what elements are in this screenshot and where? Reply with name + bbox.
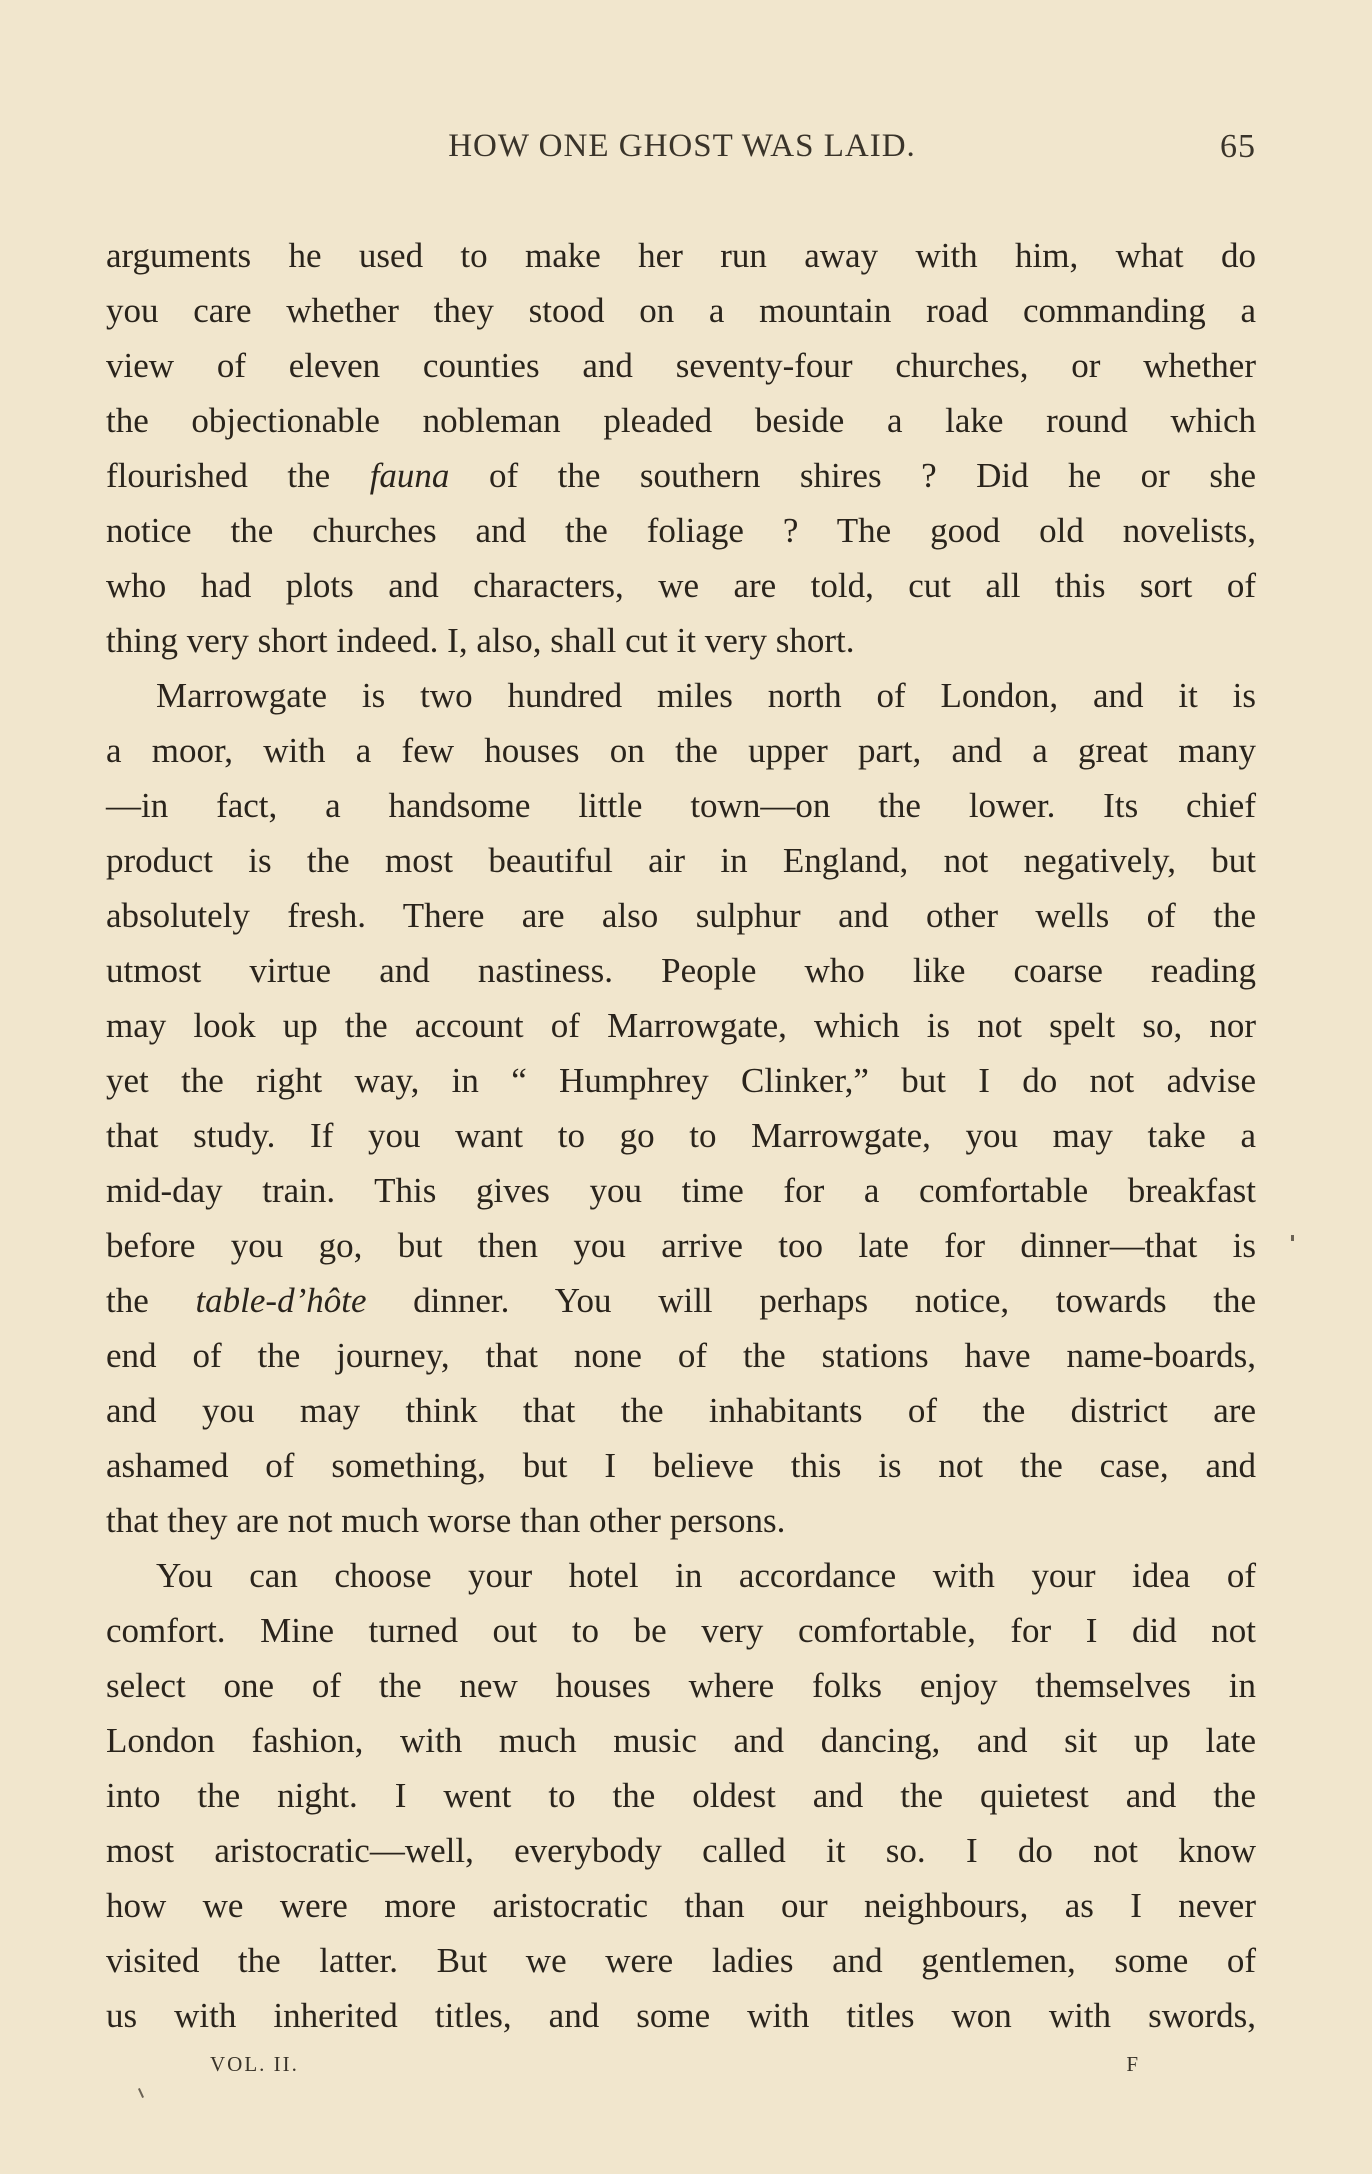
- text-line: that study. If you want to go to Marrowgate, you may take a: [106, 1116, 1256, 1155]
- text-line: utmost virtue and nastiness. People who like coarse reading: [106, 951, 1256, 990]
- italic-phrase: table-d’hôte: [195, 1281, 367, 1320]
- text-line: —in fact, a handsome little town—on the lower. Its chief: [106, 786, 1256, 825]
- text-line: arguments he used to make her run away with him, what do: [106, 236, 1256, 275]
- text-line: mid-day train. This gives you time for a comfortable breakfast: [106, 1171, 1256, 1210]
- text-line: and you may think that the inhabitants of the district are: [106, 1391, 1256, 1430]
- text-line: product is the most beautiful air in England, not negatively, but: [106, 841, 1256, 880]
- running-title: HOW ONE GHOST WAS LAID.: [448, 128, 916, 164]
- page-footer: [210, 2052, 1140, 2082]
- text-line: that they are not much worse than other persons.: [106, 1501, 786, 1540]
- text-line: view of eleven counties and seventy-four churches, or whether: [106, 346, 1256, 385]
- body-text: [106, 228, 1256, 2043]
- text-line: who had plots and characters, we are told, cut all this sort of: [106, 566, 1256, 605]
- text-line: the table-d’hôte dinner. You will perhaps notice, towards the: [106, 1281, 1256, 1320]
- text-line: may look up the account of Marrowgate, which is not spelt so, nor: [106, 1006, 1256, 1045]
- text-line: before you go, but then you arrive too late for dinner—that is: [106, 1226, 1256, 1265]
- paragraph-start-line: You can choose your hotel in accordance with your idea of: [156, 1556, 1256, 1595]
- page-number: 65: [1220, 128, 1256, 165]
- text-line: most aristocratic—well, everybody called it so. I do not know: [106, 1831, 1256, 1870]
- text-line: London fashion, with much music and dancing, and sit up late: [106, 1721, 1256, 1760]
- volume-label: VOL. II.: [210, 2052, 299, 2076]
- ink-speck: [1291, 1235, 1294, 1241]
- text-line: us with inherited titles, and some with titles won with swords,: [106, 1996, 1256, 2035]
- text-line: notice the churches and the foliage ? The good old novelists,: [106, 511, 1256, 550]
- ink-speck: [138, 2088, 144, 2098]
- text-line: how we were more aristocratic than our neighbours, as I never: [106, 1886, 1256, 1925]
- text-line: thing very short indeed. I, also, shall cut it very short.: [106, 621, 855, 660]
- text-line: visited the latter. But we were ladies and gentlemen, some of: [106, 1941, 1256, 1980]
- text-line: comfort. Mine turned out to be very comfortable, for I did not: [106, 1611, 1256, 1650]
- running-header: [108, 128, 1256, 172]
- text-line: you care whether they stood on a mountain road commanding a: [106, 291, 1256, 330]
- text-line: ashamed of something, but I believe this is not the case, and: [106, 1446, 1256, 1485]
- text-line: yet the right way, in “ Humphrey Clinker,” but I do not advise: [106, 1061, 1256, 1100]
- paragraph-start-line: Marrowgate is two hundred miles north of London, and it is: [156, 676, 1256, 715]
- italic-phrase: fauna: [369, 456, 450, 495]
- text-line: into the night. I went to the oldest and the quietest and the: [106, 1776, 1256, 1815]
- text-line: a moor, with a few houses on the upper part, and a great many: [106, 731, 1256, 770]
- text-line: the objectionable nobleman pleaded beside a lake round which: [106, 401, 1256, 440]
- text-line: end of the journey, that none of the stations have name-boards,: [106, 1336, 1256, 1375]
- text-line: absolutely fresh. There are also sulphur and other wells of the: [106, 896, 1256, 935]
- text-line: select one of the new houses where folks enjoy themselves in: [106, 1666, 1256, 1705]
- signature-mark: F: [1126, 2052, 1140, 2076]
- text-line: flourished the fauna of the southern shires ? Did he or she: [106, 456, 1256, 495]
